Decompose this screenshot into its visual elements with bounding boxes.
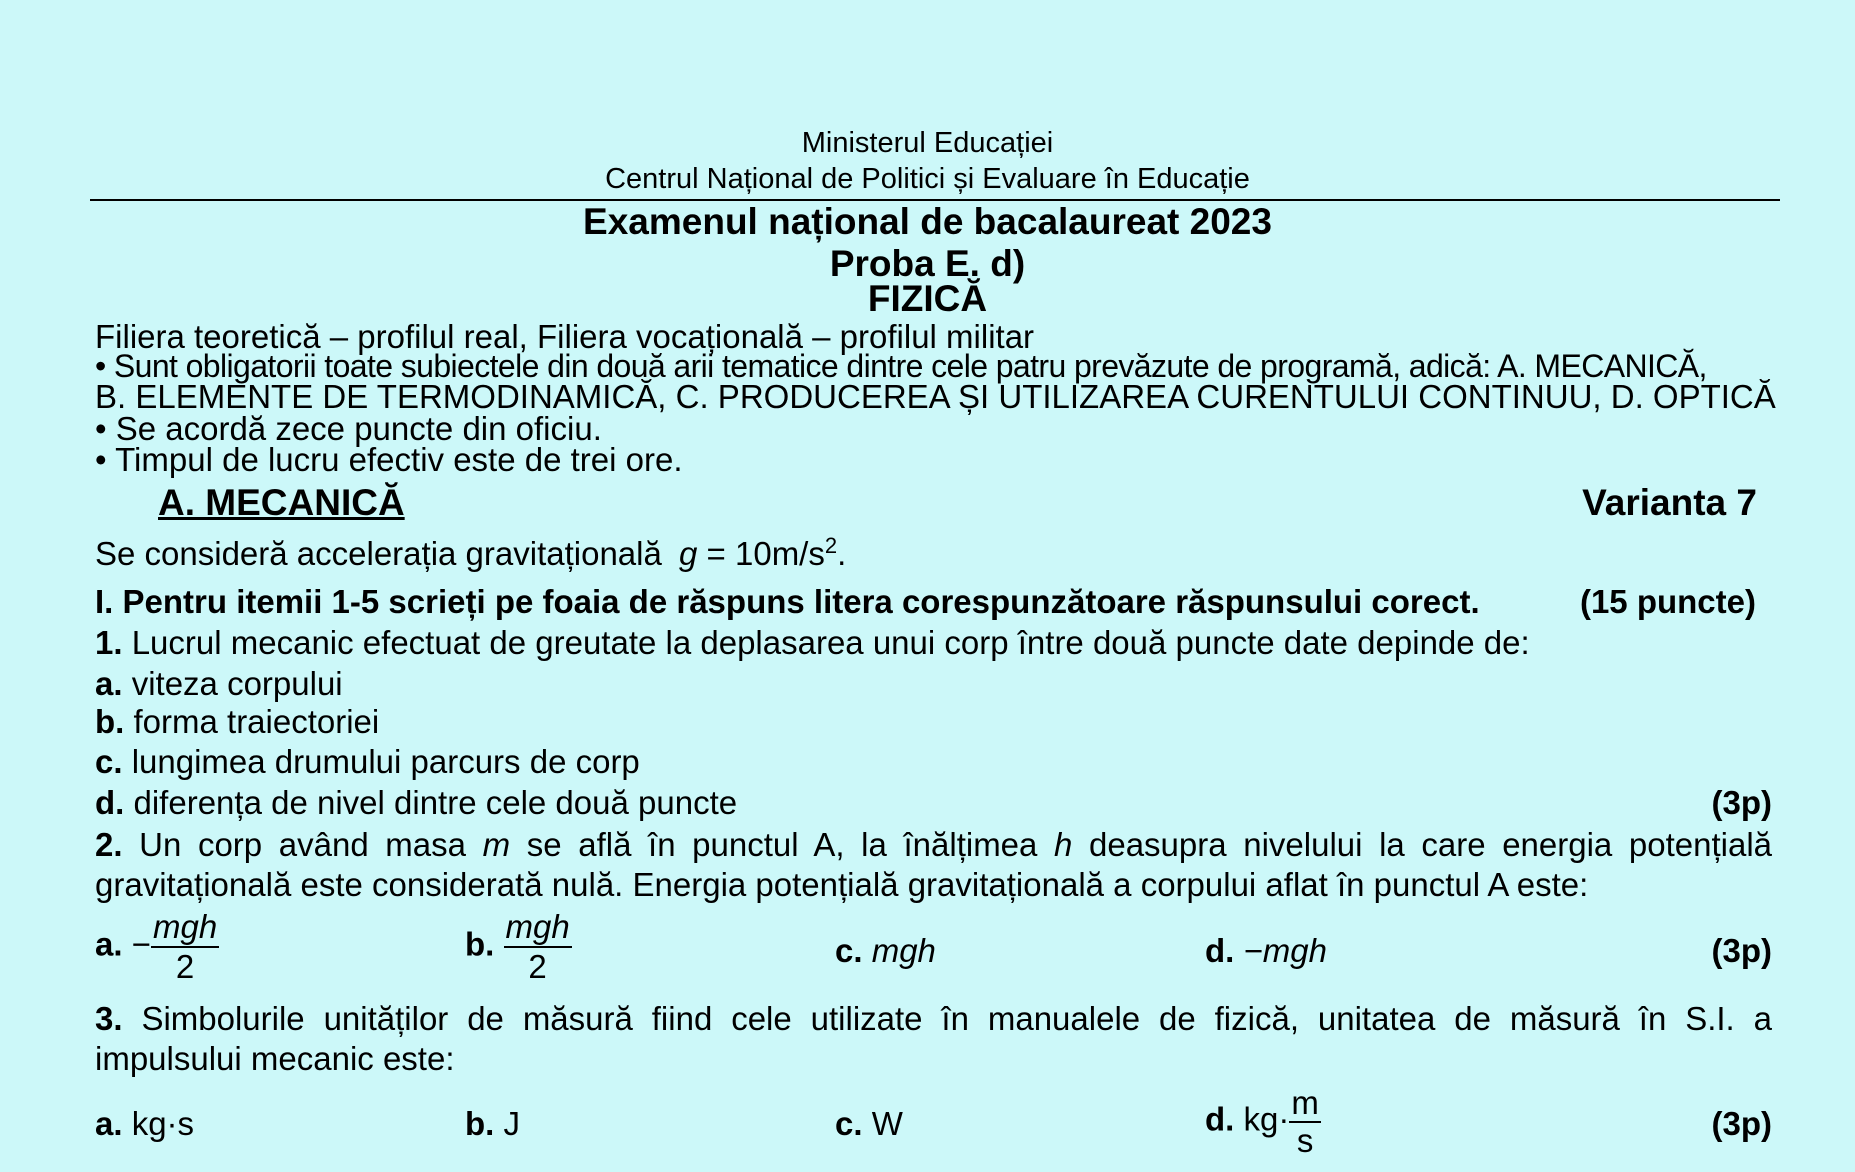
q3-option-d: d. kg· $\frac{m}{s}$ xyxy=(1205,1084,1319,1159)
section-title: A. MECANICĂ xyxy=(158,482,405,523)
q1-text: 1. Lucrul mecanic efectuat de greutate la deplasarea unui corp între două puncte date depinde de: xyxy=(95,624,1530,661)
q3-option-c: c. W xyxy=(835,1105,903,1142)
q3-text-line1: 3. Simbolurile unităților de măsură fiind cele utilizate în manualele de fizică, unitatea de măsură în S.I. a xyxy=(95,1000,1772,1037)
q2-option-b: b. $\frac{\text{mgh}}{2}$ xyxy=(465,908,570,985)
evaluation-center-name: Centrul Național de Politici și Evaluare în Educație xyxy=(605,163,1250,195)
part1-instruction: I. Pentru itemii 1-5 scrieți pe foaia de răspuns litera corespunzătoare răspunsului corect. xyxy=(95,583,1480,620)
q3-option-b: b. J xyxy=(465,1105,520,1142)
q1-option-c: c. lungimea drumului parcurs de corp xyxy=(95,743,640,780)
q3-option-a: a. kg·s xyxy=(95,1105,195,1142)
exam-title: Examenul național de bacalaureat 2023 xyxy=(583,201,1272,242)
q2-option-c: c. mgh xyxy=(835,932,936,969)
q2-option-a: a. − $\frac{\text{mgh}}{2}$ xyxy=(95,908,218,985)
q1-option-b: b. forma traiectoriei xyxy=(95,703,380,740)
probe-title: Proba E. d) xyxy=(829,243,1026,284)
q3-text-line2: impulsului mecanic este: xyxy=(95,1040,455,1077)
q2-text-line2: gravitațională este considerată nulă. Energia potențială gravitațională a corpului aflat în punctul A este: xyxy=(95,866,1589,903)
subject-title: FIZICĂ xyxy=(867,278,988,319)
ministry-name: Ministerul Educației xyxy=(801,127,1054,159)
variant-label: Varianta 7 xyxy=(1582,482,1757,523)
bullet-bonus-points: • Se acordă zece puncte din oficiu. xyxy=(95,410,602,447)
q2-option-d: d. −mgh xyxy=(1205,932,1327,969)
q2-points: (3p) xyxy=(1711,932,1772,969)
q3-points: (3p) xyxy=(1711,1105,1772,1142)
q2-text-line1: 2. Un corp având masa m se află în punctul A, la înălțimea h deasupra nivelului la care energia potențială xyxy=(95,826,1773,863)
q1-points: (3p) xyxy=(1711,784,1772,821)
part1-points: (15 puncte) xyxy=(1579,583,1756,620)
bullet-required-line1: • Sunt obligatorii toate subiectele din două arii tematice dintre cele patru prevăzute de programă, adică: A. MECANICĂ, xyxy=(95,348,1707,384)
track-info: Filiera teoretică – profilul real, Filiera vocațională – profilul militar xyxy=(95,318,1035,355)
q1-option-d: d. diferența de nivel dintre cele două puncte xyxy=(95,784,738,821)
bullet-duration: • Timpul de lucru efectiv este de trei ore. xyxy=(95,441,683,478)
bullet-required-line2: B. ELEMENTE DE TERMODINAMICĂ, C. PRODUCEREA ȘI UTILIZAREA CURENTULUI CONTINUU, D. OPTICĂ xyxy=(95,378,1776,415)
q1-option-a: a. viteza corpului xyxy=(95,665,343,702)
given-gravity: Se consideră accelerația gravitațională $g = 10m/s^2$. xyxy=(95,533,847,572)
